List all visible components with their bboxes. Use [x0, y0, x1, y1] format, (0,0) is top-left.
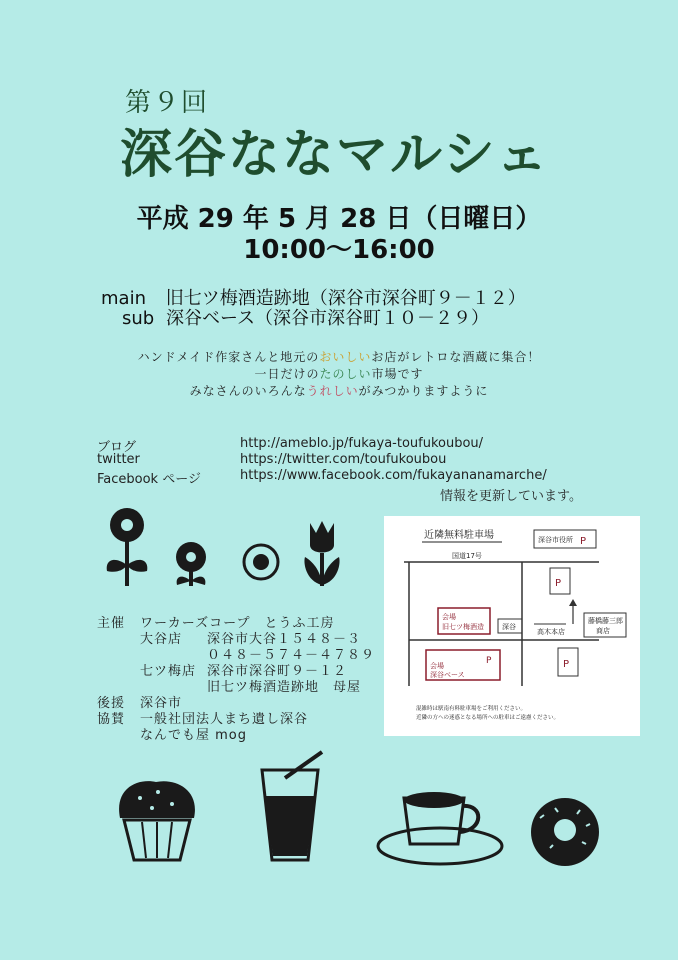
coffee-cup-icon: [378, 792, 502, 864]
branch1-phone: ０４８－５７４－４７８９: [207, 648, 376, 663]
event-date: 平成 29 年 5 月 28 日（日曜日）: [136, 204, 542, 234]
map-shop2-line1: 藤橋藤三郎: [588, 617, 623, 625]
desc-highlight: おいしい: [319, 350, 372, 364]
sponsor-label: 協賛: [97, 712, 126, 727]
sub-venue-label: sub: [122, 308, 155, 329]
event-time: 10:00～16:00: [243, 235, 435, 265]
desc-highlight: うれしい: [306, 384, 359, 398]
desc-text: みなさんのいろんな: [189, 384, 307, 398]
branch2-address-2: 旧七ツ梅酒造跡地 母屋: [207, 680, 362, 695]
branch1-address: 深谷市大谷１５４８－３: [207, 632, 362, 647]
support-name: 深谷市: [140, 696, 183, 711]
facebook-label: Facebook ページ: [97, 472, 201, 487]
desc-text: 一日だけの: [254, 367, 320, 381]
host-label: 主催: [97, 616, 126, 631]
branch2-name: 七ツ梅店: [140, 664, 197, 679]
parking-icon: P: [555, 578, 562, 589]
sub-venue-text: 深谷ベース（深谷市深谷町１０－２９）: [165, 308, 490, 329]
map-title: 近隣無料駐車場: [424, 530, 494, 541]
map-shop2-line2: 商店: [596, 627, 610, 635]
tall-flower-icon: [107, 508, 148, 586]
desc-text: お店がレトロな酒蔵に集合！: [371, 350, 541, 364]
flower-stamps: [103, 505, 343, 591]
branch2-address: 深谷市深谷町９－１２: [207, 664, 348, 679]
sponsor-name-1: 一般社団法人まち遺し深谷: [140, 712, 309, 727]
map-cityhall: 深谷市役所: [538, 536, 573, 544]
edition-label: 第９回: [125, 88, 210, 118]
desc-text: がみつかりますように: [358, 384, 489, 398]
support-label: 後援: [97, 696, 126, 711]
map-station: 深谷: [502, 623, 516, 631]
outline-flower-icon: [244, 545, 278, 579]
description-line-2: [0, 365, 678, 382]
map-venue1-line2: 旧七ツ梅酒造: [442, 623, 484, 631]
blog-label: ブログ: [97, 440, 137, 455]
blog-link[interactable]: http://ameblo.jp/fukaya-toufukoubou/: [240, 436, 484, 451]
sub-venue: [122, 304, 489, 330]
tulip-icon: [304, 521, 339, 586]
map-note-1: 混雑時は駅南有料駐車場をご利用ください。: [416, 706, 527, 712]
iced-drink-icon: [262, 752, 322, 860]
parking-icon-lower: P: [563, 659, 570, 670]
main-venue-text: 旧七ツ梅酒造跡地（深谷市深谷町９－１２）: [165, 288, 526, 309]
desc-highlight: たのしい: [319, 367, 372, 381]
description-line-1: [0, 348, 678, 365]
muffin-icon: [119, 781, 195, 860]
map-shop1: 高木本店: [537, 628, 565, 636]
parking-map: [384, 516, 640, 736]
branch1-name: 大谷店: [140, 632, 183, 647]
desc-text: ハンドメイド作家さんと地元の: [137, 350, 320, 364]
up-arrow-icon: [569, 599, 577, 606]
desc-text: 市場です: [371, 367, 424, 381]
facebook-link[interactable]: https://www.facebook.com/fukayananamarche/: [240, 468, 547, 483]
map-venue2-line1: 会場: [430, 662, 444, 670]
host-name: ワーカーズコープ とうふ工房: [140, 616, 335, 631]
small-flower-icon: [176, 542, 206, 586]
venue2-parking-icon: P: [486, 656, 492, 666]
event-title: 深谷ななマルシェ: [120, 125, 550, 185]
map-route: 国道17号: [452, 552, 482, 560]
sponsor-name-2: なんでも屋 mog: [140, 728, 248, 743]
twitter-link[interactable]: https://twitter.com/toufukoubou: [240, 452, 447, 467]
map-venue2-line2: 深谷ベース: [430, 671, 465, 679]
donut-icon: [531, 798, 599, 866]
food-stamps: [100, 748, 610, 878]
main-venue-label: main: [101, 288, 146, 309]
map-note-2: 近隣の方への迷惑となる場所への駐車はご遠慮ください。: [416, 715, 560, 721]
twitter-label: twitter: [97, 452, 140, 467]
description-line-3: [0, 382, 678, 399]
map-venue1-line1: 会場: [442, 613, 456, 621]
update-note: 情報を更新しています。: [440, 489, 582, 504]
cityhall-parking-icon: P: [580, 536, 587, 547]
